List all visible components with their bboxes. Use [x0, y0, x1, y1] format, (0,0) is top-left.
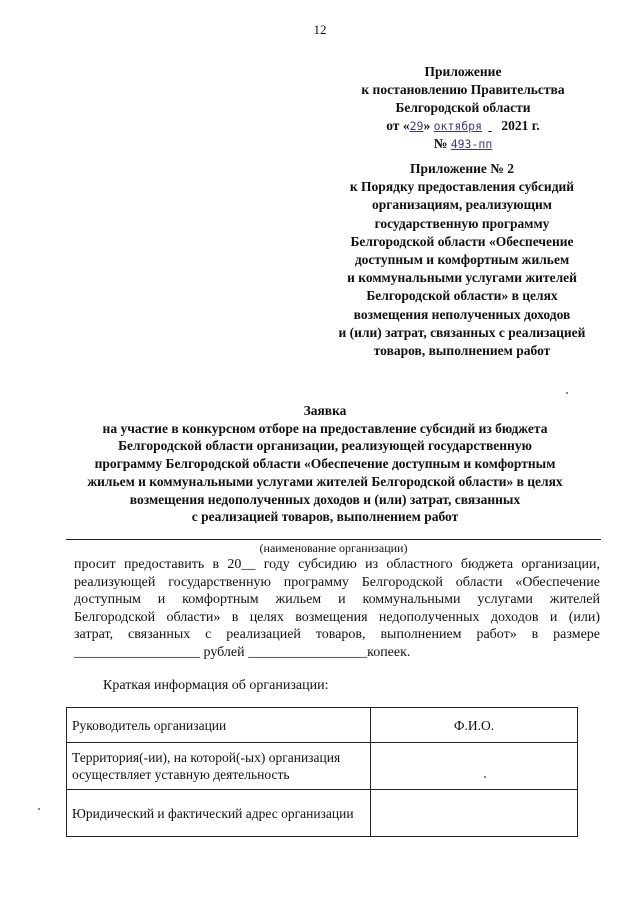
- annex-2-line: и (или) затрат, связанных с реализацией: [338, 324, 586, 340]
- annex-2-line: товаров, выполнением работ: [373, 343, 551, 359]
- appendix-header: [322, 63, 604, 153]
- scan-speck: [484, 776, 486, 778]
- date-mid: »: [423, 118, 434, 133]
- appendix-number: [322, 135, 604, 153]
- annex-2-line: организациям, реализующим: [372, 197, 552, 213]
- appendix-title: Приложение: [424, 64, 502, 79]
- body-line: просит предоставить в 20__ году субсидию из областного бюджета организации,: [74, 557, 600, 572]
- annex-2-line: доступным и комфортным жильем: [354, 252, 570, 268]
- number-stamp: 493-пп: [450, 137, 493, 151]
- annex-2-line: Белгородской области «Обеспечение: [350, 233, 574, 249]
- request-line: с реализацией товаров, выполнением работ: [191, 509, 459, 525]
- scan-speck: [38, 808, 40, 810]
- page-number: 12: [313, 22, 327, 37]
- table-cell-value[interactable]: [371, 790, 578, 837]
- annex-2-header: [306, 160, 618, 360]
- request-heading: Заявка: [303, 403, 347, 418]
- table-row: [67, 743, 578, 790]
- organization-name-caption: (наименование организации): [259, 541, 408, 555]
- brief-info-label: Краткая информация об организации:: [103, 678, 329, 693]
- annex-2-line: Белгородской области» в целях: [366, 288, 558, 304]
- table-row: [67, 790, 578, 837]
- body-line: реализующей государственную программу Белгородской области «Обеспечение: [74, 574, 600, 590]
- request-line: Белгородской области организации, реализующей государственную: [118, 438, 532, 454]
- request-line: на участие в конкурсном отборе на предоставление субсидий из бюджета: [102, 420, 548, 436]
- date-year: 2021 г.: [498, 118, 540, 133]
- table-cell-value[interactable]: Ф.И.О.: [371, 708, 578, 743]
- number-prefix: №: [433, 136, 451, 151]
- request-line: программу Белгородской области «Обеспечение доступным и комфортным: [94, 456, 556, 472]
- body-line: доступным и комфортным жильем и коммунальными услугами жителей: [74, 592, 600, 608]
- appendix-line-3: Белгородской области: [395, 100, 531, 115]
- request-line: возмещения недополученных доходов и (или) затрат, связанных: [129, 491, 521, 507]
- annex-2-line: к Порядку предоставления субсидий: [349, 179, 575, 195]
- appendix-line-2: к постановлению Правительства: [361, 82, 565, 97]
- date-month-stamp: октября: [433, 119, 483, 133]
- annex-2-line: Приложение № 2: [410, 161, 514, 176]
- date-day-stamp: 29: [409, 119, 424, 133]
- body-line: затрат, связанных с реализацией товаров, выполнением работ» в размере: [74, 627, 600, 643]
- table-cell-label: Юридический и фактический адрес организации: [67, 790, 371, 837]
- annex-2-line: государственную программу: [374, 215, 550, 231]
- table-cell-label: Руководитель организации: [67, 708, 371, 743]
- request-title: [60, 402, 590, 526]
- request-line: жильем и коммунальными услугами жителей Белгородской области» в целях: [87, 473, 563, 489]
- table-row: [67, 708, 578, 743]
- table-cell-label: Территория(-ии), на которой(-ых) организация осуществляет уставную деятельность: [67, 743, 371, 790]
- organization-info-table: [66, 707, 578, 837]
- date-underline: [482, 117, 498, 135]
- body-line: Белгородской области» в целях возмещения недополученных доходов и (или): [74, 609, 600, 625]
- date-prefix: от «: [386, 118, 410, 133]
- body-line-amount: __________________ рублей _________________копеек.: [74, 644, 411, 660]
- scan-speck: [566, 392, 568, 394]
- request-body: [74, 556, 600, 662]
- annex-2-line: и коммунальными услугами жителей: [347, 270, 577, 286]
- appendix-date: [322, 117, 604, 135]
- table-cell-value[interactable]: [371, 743, 578, 790]
- organization-name-line[interactable]: [66, 539, 601, 540]
- annex-2-line: возмещения неполученных доходов: [353, 306, 571, 322]
